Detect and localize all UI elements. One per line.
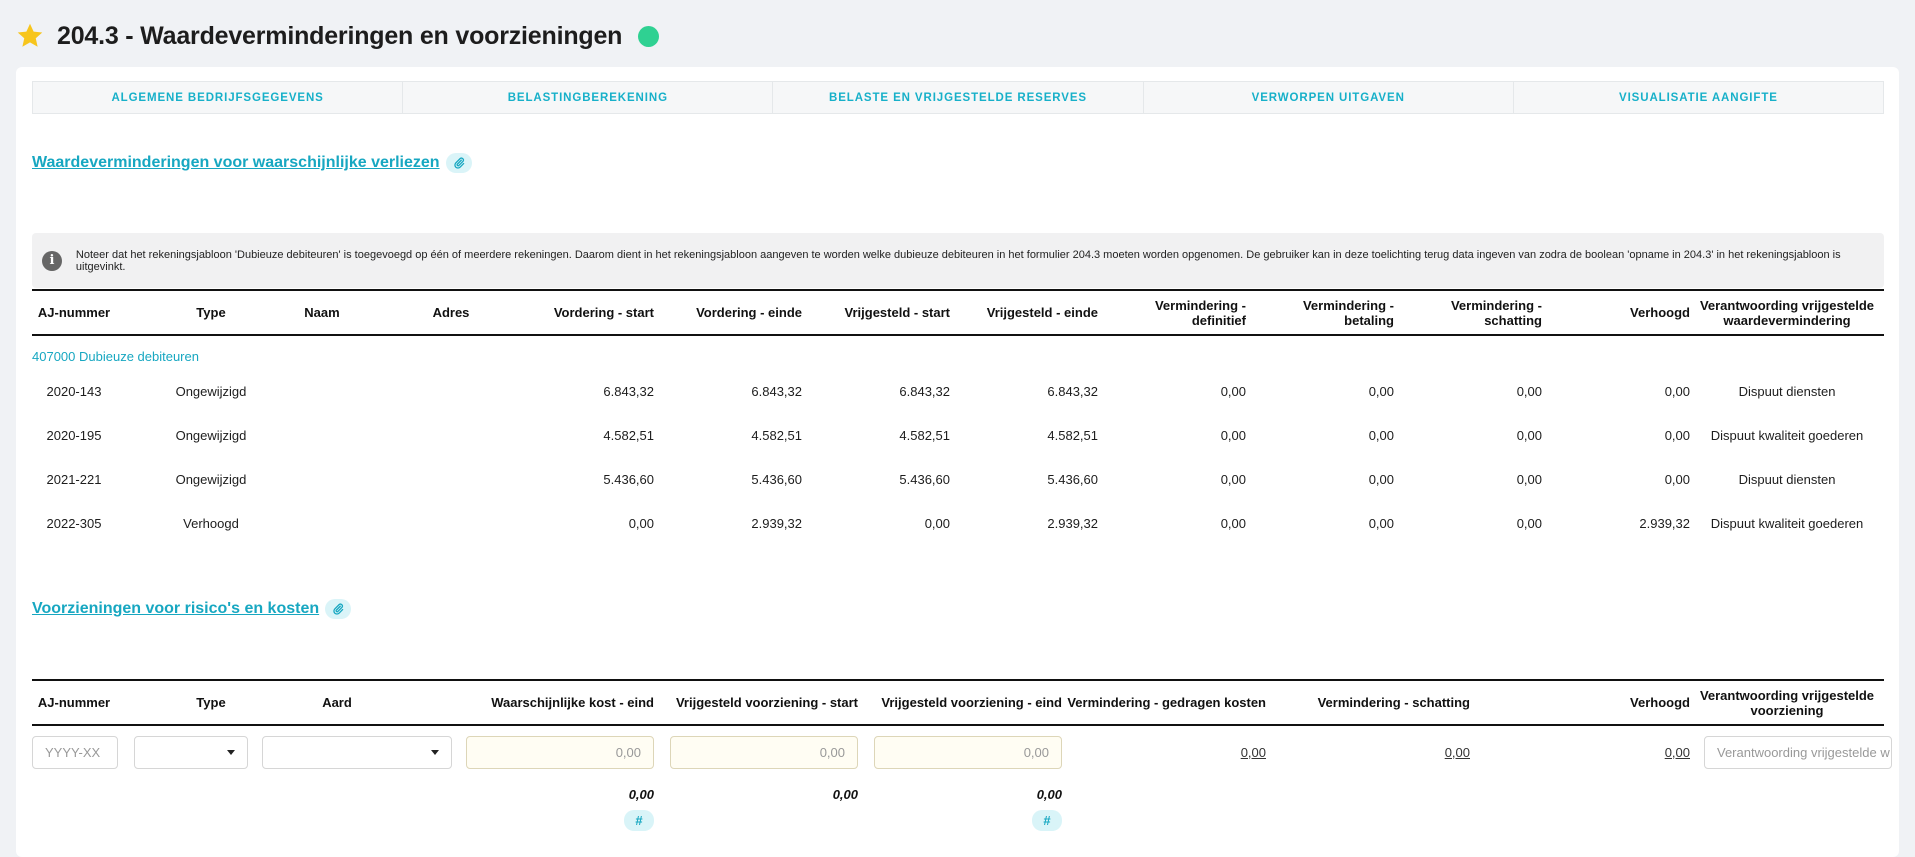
group-dubieuze-debiteuren[interactable]: 407000 Dubieuze debiteuren xyxy=(32,349,199,364)
col-vermindering-gedragen-kosten: Vermindering - gedragen kosten xyxy=(1067,695,1266,710)
col-vordering-einde: Vordering - einde xyxy=(696,305,802,320)
col-aard: Aard xyxy=(322,695,352,710)
cell-vord-start: 4.582,51 xyxy=(603,427,654,443)
col-type: Type xyxy=(196,305,226,320)
aard-select[interactable] xyxy=(262,736,452,769)
cell-naam xyxy=(267,413,377,457)
cell-verm-def: 0,00 xyxy=(1220,515,1246,531)
page-title: 204.3 - Waardeverminderingen en voorzieningen xyxy=(57,21,623,50)
total-vrijgesteld-start: 0,00 xyxy=(832,787,858,802)
status-indicator xyxy=(638,26,659,47)
attachment-button[interactable] xyxy=(446,153,472,173)
cell-verant: Dispuut diensten xyxy=(1738,471,1836,487)
cell-verm-sch: 0,00 xyxy=(1516,427,1542,443)
col-label-line: Vermindering - xyxy=(1450,297,1542,313)
cell-vrij-start: 6.843,32 xyxy=(899,383,950,399)
paperclip-icon xyxy=(453,157,465,169)
cell-verant: Dispuut kwaliteit goederen xyxy=(1710,515,1864,531)
cell-vrij-einde: 2.939,32 xyxy=(1047,515,1098,531)
cell-vrij-start: 0,00 xyxy=(924,515,950,531)
col-label-line: Verantwoording vrijgestelde xyxy=(1699,297,1875,313)
col-type: Type xyxy=(196,695,226,710)
table-row[interactable] xyxy=(32,413,1884,457)
caret-down-icon xyxy=(227,750,235,755)
cell-vord-einde: 6.843,32 xyxy=(751,383,802,399)
aj-nummer-input[interactable]: YYYY-XX xyxy=(32,736,118,769)
verantwoording-input[interactable]: Verantwoording vrijgestelde w xyxy=(1704,736,1892,769)
col-naam: Naam xyxy=(304,305,340,320)
cell-vrij-einde: 6.843,32 xyxy=(1047,383,1098,399)
cell-verhoogd: 0,00 xyxy=(1664,427,1690,443)
cell-vord-einde: 5.436,60 xyxy=(751,471,802,487)
section1-title-link[interactable]: Waardeverminderingen voor waarschijnlijke verliezen xyxy=(32,154,440,171)
value-text: 0,00 xyxy=(1240,745,1266,760)
cell-verm-bet: 0,00 xyxy=(1368,427,1394,443)
info-icon: i xyxy=(42,251,62,271)
cell-aj: 2022-305 xyxy=(46,515,102,531)
cell-verm-def: 0,00 xyxy=(1220,471,1246,487)
cell-verant: Dispuut diensten xyxy=(1738,383,1836,399)
cell-aj: 2020-195 xyxy=(46,427,102,443)
table-row[interactable] xyxy=(32,457,1884,501)
cell-aj: 2021-221 xyxy=(46,471,102,487)
vermindering-kosten-value[interactable] xyxy=(1062,736,1266,769)
cell-type: Verhoogd xyxy=(183,515,239,531)
cell-naam xyxy=(267,501,377,545)
cell-vord-einde: 2.939,32 xyxy=(751,515,802,531)
cell-verm-bet: 0,00 xyxy=(1368,515,1394,531)
value-text: 0,00 xyxy=(1444,745,1470,760)
cell-verm-sch: 0,00 xyxy=(1516,471,1542,487)
cell-verm-bet: 0,00 xyxy=(1368,471,1394,487)
cell-vord-start: 5.436,60 xyxy=(603,471,654,487)
col-verantwoording xyxy=(1690,291,1884,334)
cell-vord-start: 0,00 xyxy=(628,515,654,531)
table-header xyxy=(32,289,1884,336)
tab-verworpen-uitgaven[interactable]: VERWORPEN UITGAVEN xyxy=(1144,82,1514,113)
col-adres: Adres xyxy=(432,305,470,320)
tab-belaste-vrijgestelde-reserves[interactable]: BELASTE EN VRIJGESTELDE RESERVES xyxy=(773,82,1143,113)
col-vrijgesteld-start: Vrijgesteld - start xyxy=(844,305,950,320)
table-waardeverminderingen xyxy=(32,289,1884,531)
hash-button[interactable]: # xyxy=(624,810,654,831)
col-label-line: schatting xyxy=(1484,312,1542,328)
col-waarschijnlijke-kost-eind: Waarschijnlijke kost - eind xyxy=(491,695,654,710)
section1-header xyxy=(32,153,472,173)
table-voorzieningen xyxy=(32,679,1890,828)
cell-verhoogd: 0,00 xyxy=(1664,383,1690,399)
cell-aj: 2020-143 xyxy=(46,383,102,399)
total-waarschijnlijke-kost: 0,00 xyxy=(628,787,654,802)
col-verhoogd: Verhoogd xyxy=(1630,695,1690,710)
col-vermindering-definitief xyxy=(1098,291,1246,334)
tab-bar xyxy=(32,81,1884,114)
col-aj-nummer: AJ-nummer xyxy=(37,305,111,320)
col-vrijgesteld-einde: Vrijgesteld - einde xyxy=(986,305,1098,320)
type-select[interactable] xyxy=(134,736,248,769)
cell-vrij-start: 5.436,60 xyxy=(899,471,950,487)
paperclip-icon xyxy=(332,603,344,615)
hash-button[interactable]: # xyxy=(1032,810,1062,831)
favorite-star-icon[interactable] xyxy=(15,21,45,51)
vrijgesteld-start-input[interactable]: 0,00 xyxy=(670,736,858,769)
col-label-line: voorziening xyxy=(1750,702,1824,718)
cell-vord-einde: 4.582,51 xyxy=(751,427,802,443)
cell-type: Ongewijzigd xyxy=(175,471,247,487)
attachment-button[interactable] xyxy=(325,599,351,619)
col-label-line: Vermindering - xyxy=(1302,297,1394,313)
col-label-line: Vermindering - xyxy=(1154,297,1246,313)
tab-belastingberekening[interactable]: BELASTINGBEREKENING xyxy=(403,82,773,113)
cell-naam xyxy=(267,457,377,501)
col-verantwoording xyxy=(1690,681,1884,724)
cell-vrij-einde: 4.582,51 xyxy=(1047,427,1098,443)
cell-verm-def: 0,00 xyxy=(1220,427,1246,443)
cell-naam xyxy=(267,369,377,413)
col-vrijgesteld-voorziening-start: Vrijgesteld voorziening - start xyxy=(675,695,858,710)
cell-verm-sch: 0,00 xyxy=(1516,515,1542,531)
page-header xyxy=(15,18,659,54)
info-banner xyxy=(32,233,1884,288)
vrijgesteld-eind-input[interactable]: 0,00 xyxy=(874,736,1062,769)
col-aj-nummer: AJ-nummer xyxy=(37,695,111,710)
col-label-line: definitief xyxy=(1191,312,1246,328)
cell-vord-start: 6.843,32 xyxy=(603,383,654,399)
table-row[interactable] xyxy=(32,501,1884,545)
col-verhoogd: Verhoogd xyxy=(1630,305,1690,320)
cell-type: Ongewijzigd xyxy=(175,383,247,399)
main-card xyxy=(16,67,1899,857)
cell-vrij-einde: 5.436,60 xyxy=(1047,471,1098,487)
info-text: Noteer dat het rekeningsjabloon 'Dubieuze debiteuren' is toegevoegd op één of meerdere rekeningen. Daarom dient in het rekeningsjabloon aangeven te worden welke dubieuze debiteuren in het formulier 204.3 moeten worden opgenomen. De gebruiker kan in deze toelichting terug data ingeven van zodra de boolean 'opname in 204.3' in het rekeningsjabloon is uitgevinkt. xyxy=(75,248,1841,273)
caret-down-icon xyxy=(431,750,439,755)
col-label-line: Verantwoording vrijgestelde xyxy=(1699,687,1875,703)
col-vermindering-betaling xyxy=(1246,291,1394,334)
value-text: 0,00 xyxy=(1664,745,1690,760)
cell-verm-sch: 0,00 xyxy=(1516,383,1542,399)
section2-title-link[interactable]: Voorzieningen voor risico's en kosten xyxy=(32,600,320,617)
section2-header xyxy=(32,599,351,619)
tab-algemene-bedrijfsgegevens[interactable]: ALGEMENE BEDRIJFSGEGEVENS xyxy=(33,82,403,113)
cell-verm-bet: 0,00 xyxy=(1368,383,1394,399)
cell-verm-def: 0,00 xyxy=(1220,383,1246,399)
col-vermindering-schatting: Vermindering - schatting xyxy=(1317,695,1470,710)
col-vermindering-schatting xyxy=(1394,291,1542,334)
col-vordering-start: Vordering - start xyxy=(553,305,654,320)
table-row[interactable] xyxy=(32,369,1884,413)
table-header xyxy=(32,679,1884,726)
col-label-line: waardevermindering xyxy=(1723,312,1851,328)
cell-type: Ongewijzigd xyxy=(175,427,247,443)
cell-vrij-start: 4.582,51 xyxy=(899,427,950,443)
cell-verhoogd: 0,00 xyxy=(1664,471,1690,487)
cell-verant: Dispuut kwaliteit goederen xyxy=(1710,427,1864,443)
waarschijnlijke-kost-input[interactable]: 0,00 xyxy=(466,736,654,769)
total-vrijgesteld-eind: 0,00 xyxy=(1036,787,1062,802)
col-label-line: betaling xyxy=(1344,312,1394,328)
verhoogd-value[interactable] xyxy=(1470,736,1690,769)
tab-visualisatie-aangifte[interactable]: VISUALISATIE AANGIFTE xyxy=(1619,91,1778,104)
vermindering-schatting-value[interactable] xyxy=(1266,736,1470,769)
cell-verhoogd: 2.939,32 xyxy=(1639,515,1690,531)
col-vrijgesteld-voorziening-eind: Vrijgesteld voorziening - eind xyxy=(881,695,1062,710)
